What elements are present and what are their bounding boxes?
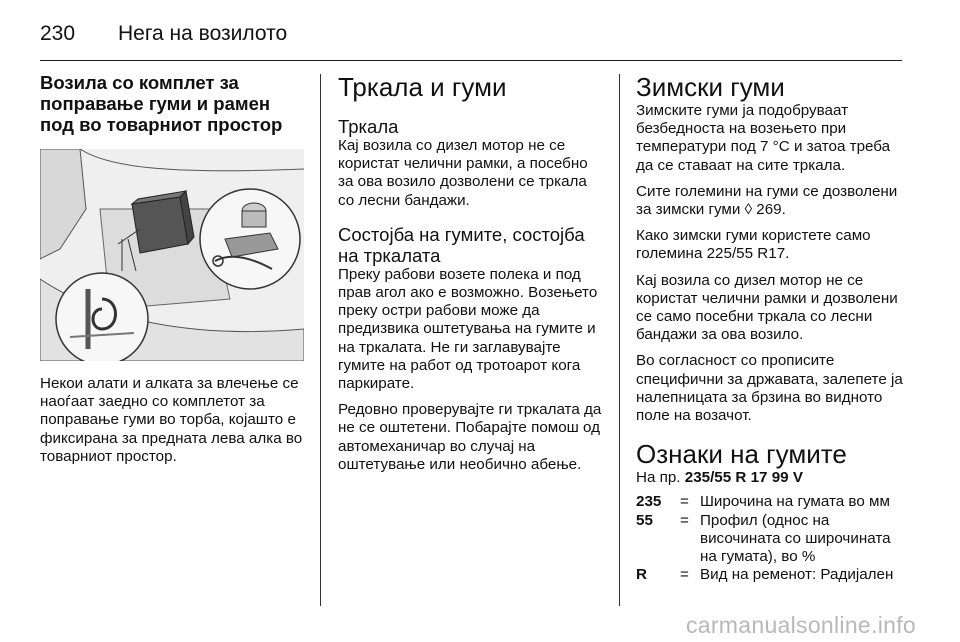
designation-row <box>636 493 904 511</box>
condition-paragraph-2: Редовно проверувајте ги тркалата да не се оштетени. Побарајте помош од автомеханичар во случај на оштетување или необично абење. <box>338 401 602 473</box>
designation-row <box>636 512 904 567</box>
figure-caption: Некои алати и алката за влечење се наоѓаат заедно со комплетот за поправање гуми во торба, којашто е фиксирана за предната лева алка во товарниот простор. <box>40 375 303 465</box>
designation-equals: = <box>680 511 689 529</box>
designation-row <box>636 566 904 584</box>
tyre-example <box>636 469 904 487</box>
watermark: carmanualsonline.info <box>685 612 916 638</box>
column-divider-right <box>619 74 620 606</box>
page-number: 230 <box>40 22 76 45</box>
winter-paragraph-1: Зимските гуми ја подобруваат безбедноста на возењето при температури под 7 °C и затоа треба да се ставаат на сите тркала. <box>636 102 891 174</box>
winter-paragraph-3: Како зимски гуми користете само големина 225/55 R17. <box>636 227 871 263</box>
designation-list <box>636 493 904 584</box>
designation-equals: = <box>680 493 689 511</box>
trunk-illustration <box>40 149 304 361</box>
wheels-tyres-title: Тркала и гуми <box>338 72 507 102</box>
winter-paragraph-5: Во согласност со прописите специфични за државата, залепете ја налепницата за брзина во видното поле на возачот. <box>636 352 903 425</box>
right-column <box>636 72 904 584</box>
detail-circle-right <box>200 189 300 289</box>
condition-subtitle: Состојба на гумите, состојба на тркалата <box>338 223 585 266</box>
header-rule <box>40 60 902 61</box>
designation-term: 55 <box>636 511 653 529</box>
detail-circle-left <box>56 273 148 361</box>
left-heading: Возила со комплет за поправање гуми и рамен под во товарниот простор <box>40 72 283 135</box>
winter-tyres-title: Зимски гуми <box>636 72 785 102</box>
winter-paragraph-4: Кај возила со дизел мотор не се користат челични рамки и дозволени се само посебни тркала со лесни бандажи за ова возило. <box>636 271 898 344</box>
designation-description: Широчина на гумата во мм <box>700 493 890 511</box>
page-header <box>40 14 287 54</box>
example-prefix: На пр. <box>636 469 685 487</box>
designation-term: R <box>636 566 647 584</box>
trunk-drawing <box>40 149 304 361</box>
designation-term: 235 <box>636 493 662 511</box>
left-column <box>40 72 304 466</box>
wheels-paragraph: Кај возила со дизел мотор не се користат челични рамки, а посебно за ова возило дозволени се тркала со лесни бандажи. <box>338 137 588 209</box>
designation-equals: = <box>680 566 689 584</box>
middle-column <box>338 72 604 474</box>
tyre-designations-title: Ознаки на гумите <box>636 439 847 470</box>
wheels-subtitle: Тркала <box>338 116 399 137</box>
designation-description: Вид на ременот: Радијален <box>700 566 894 584</box>
condition-paragraph-1: Преку рабови возете полека и под прав агол ако е возможно. Возењето преку остри рабови може да предизвика оштетувања на гумите и на тркалата. Не ги заглавувајте гумите на работ од тротоарот кога паркирате. <box>338 265 598 393</box>
repair-kit-bag <box>132 191 194 253</box>
winter-paragraph-2: Сите големини на гуми се дозволени за зимски гуми ◊ 269. <box>636 182 898 219</box>
example-code: 235/55 R 17 99 V <box>684 469 803 487</box>
column-divider-left <box>320 74 321 606</box>
page-section-title: Нега на возилото <box>118 22 288 45</box>
designation-description: Профил (однос на височината со широчината на гумата), во % <box>700 511 891 566</box>
